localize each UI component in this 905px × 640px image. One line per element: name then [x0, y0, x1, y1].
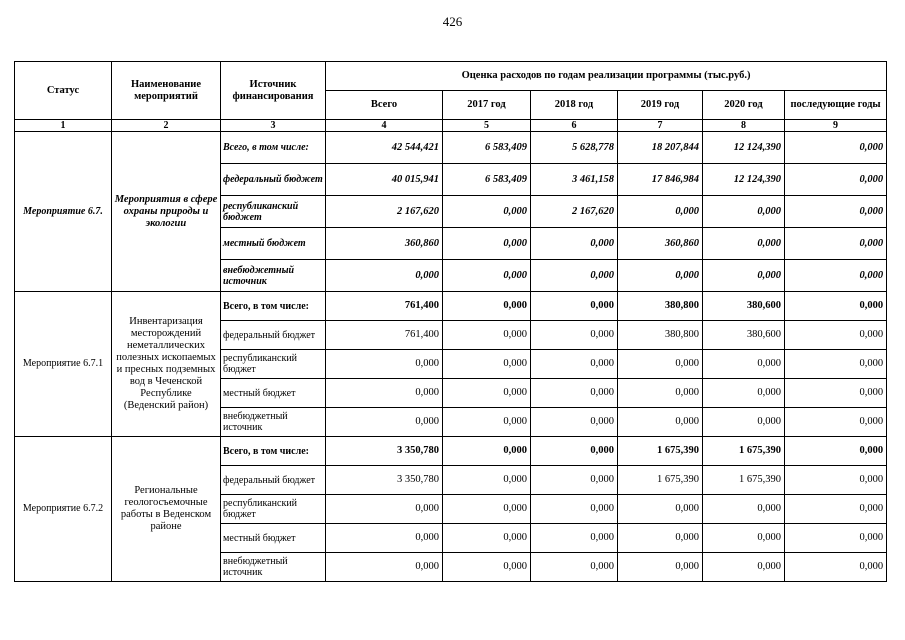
event-name-cell: Мероприятия в сфере охраны природы и экологии — [112, 132, 221, 292]
value-cell: 0,000 — [703, 379, 785, 408]
value-cell: 0,000 — [443, 466, 531, 495]
value-cell: 40 015,941 — [326, 164, 443, 196]
value-cell: 2 167,620 — [531, 196, 618, 228]
value-cell: 0,000 — [785, 379, 887, 408]
value-cell: 6 583,409 — [443, 164, 531, 196]
header-year: Всего — [326, 91, 443, 120]
value-cell: 0,000 — [326, 350, 443, 379]
value-cell: 0,000 — [785, 164, 887, 196]
value-cell: 0,000 — [531, 524, 618, 553]
column-index: 3 — [221, 120, 326, 132]
value-cell: 0,000 — [785, 495, 887, 524]
value-cell: 0,000 — [443, 379, 531, 408]
value-cell: 0,000 — [618, 495, 703, 524]
value-cell: 761,400 — [326, 321, 443, 350]
column-index: 5 — [443, 120, 531, 132]
value-cell: 0,000 — [618, 524, 703, 553]
value-cell: 0,000 — [785, 228, 887, 260]
value-cell: 0,000 — [443, 437, 531, 466]
value-cell: 0,000 — [703, 524, 785, 553]
column-index: 4 — [326, 120, 443, 132]
value-cell: 5 628,778 — [531, 132, 618, 164]
value-cell: 3 461,158 — [531, 164, 618, 196]
value-cell: 0,000 — [531, 466, 618, 495]
budget-table — [14, 61, 887, 582]
value-cell: 0,000 — [618, 350, 703, 379]
value-cell: 0,000 — [618, 408, 703, 437]
value-cell: 0,000 — [618, 379, 703, 408]
source-cell: Всего, в том числе: — [221, 292, 326, 321]
value-cell: 0,000 — [326, 379, 443, 408]
value-cell: 380,800 — [618, 292, 703, 321]
header-year: последующие годы — [785, 91, 887, 120]
value-cell: 0,000 — [618, 553, 703, 582]
value-cell: 0,000 — [531, 437, 618, 466]
column-index: 2 — [112, 120, 221, 132]
value-cell: 0,000 — [618, 196, 703, 228]
value-cell: 42 544,421 — [326, 132, 443, 164]
value-cell: 0,000 — [785, 132, 887, 164]
source-cell: внебюджетный источник — [221, 408, 326, 437]
header-year: 2017 год — [443, 91, 531, 120]
value-cell: 3 350,780 — [326, 437, 443, 466]
column-index: 8 — [703, 120, 785, 132]
value-cell: 17 846,984 — [618, 164, 703, 196]
value-cell: 0,000 — [531, 321, 618, 350]
source-cell: местный бюджет — [221, 228, 326, 260]
value-cell: 0,000 — [531, 408, 618, 437]
value-cell: 380,600 — [703, 321, 785, 350]
value-cell: 0,000 — [703, 350, 785, 379]
source-cell: Всего, в том числе: — [221, 132, 326, 164]
source-cell: внебюджетный источник — [221, 553, 326, 582]
value-cell: 0,000 — [703, 495, 785, 524]
header-year: 2019 год — [618, 91, 703, 120]
header-year: 2020 год — [703, 91, 785, 120]
value-cell: 1 675,390 — [618, 437, 703, 466]
value-cell: 0,000 — [785, 408, 887, 437]
value-cell: 0,000 — [785, 321, 887, 350]
value-cell: 0,000 — [443, 553, 531, 582]
source-cell: федеральный бюджет — [221, 466, 326, 495]
column-index: 7 — [618, 120, 703, 132]
value-cell: 0,000 — [531, 350, 618, 379]
value-cell: 0,000 — [531, 228, 618, 260]
value-cell: 1 675,390 — [703, 437, 785, 466]
value-cell: 0,000 — [531, 495, 618, 524]
value-cell: 0,000 — [785, 524, 887, 553]
value-cell: 0,000 — [785, 350, 887, 379]
value-cell: 380,600 — [703, 292, 785, 321]
value-cell: 1 675,390 — [618, 466, 703, 495]
source-cell: внебюджетный источник — [221, 260, 326, 292]
status-cell: Мероприятие 6.7.1 — [15, 292, 112, 437]
value-cell: 0,000 — [443, 260, 531, 292]
value-cell: 0,000 — [785, 466, 887, 495]
value-cell: 360,860 — [326, 228, 443, 260]
column-index: 9 — [785, 120, 887, 132]
source-cell: местный бюджет — [221, 379, 326, 408]
column-index: 6 — [531, 120, 618, 132]
page-number: 426 — [442, 14, 463, 29]
header-name: Наименование мероприятий — [112, 62, 221, 120]
value-cell: 0,000 — [531, 379, 618, 408]
value-cell: 761,400 — [326, 292, 443, 321]
value-cell: 380,800 — [618, 321, 703, 350]
value-cell: 0,000 — [618, 260, 703, 292]
source-cell: федеральный бюджет — [221, 321, 326, 350]
value-cell: 0,000 — [531, 553, 618, 582]
value-cell: 18 207,844 — [618, 132, 703, 164]
value-cell: 0,000 — [443, 495, 531, 524]
source-cell: республиканский бюджет — [221, 495, 326, 524]
status-cell: Мероприятие 6.7.2 — [15, 437, 112, 582]
value-cell: 0,000 — [785, 196, 887, 228]
table-body — [15, 132, 887, 582]
source-cell: республиканский бюджет — [221, 350, 326, 379]
value-cell: 360,860 — [618, 228, 703, 260]
header-estimate: Оценка расходов по годам реализации программы (тыс.руб.) — [326, 62, 887, 91]
value-cell: 0,000 — [443, 408, 531, 437]
value-cell: 3 350,780 — [326, 466, 443, 495]
value-cell: 0,000 — [443, 321, 531, 350]
value-cell: 0,000 — [703, 553, 785, 582]
header-status: Статус — [15, 62, 112, 120]
table-row — [15, 437, 887, 466]
value-cell: 0,000 — [443, 350, 531, 379]
value-cell: 0,000 — [531, 292, 618, 321]
value-cell: 6 583,409 — [443, 132, 531, 164]
value-cell: 1 675,390 — [703, 466, 785, 495]
table-row — [15, 292, 887, 321]
event-name-cell: Инвентаризация месторождений неметаллических полезных ископаемых и пресных подземных вод в Чеченской Республике (Веденский район) — [112, 292, 221, 437]
value-cell: 0,000 — [326, 495, 443, 524]
value-cell: 0,000 — [703, 408, 785, 437]
value-cell: 0,000 — [326, 524, 443, 553]
value-cell: 0,000 — [531, 260, 618, 292]
source-cell: республиканский бюджет — [221, 196, 326, 228]
value-cell: 0,000 — [326, 553, 443, 582]
value-cell: 0,000 — [785, 553, 887, 582]
value-cell: 12 124,390 — [703, 132, 785, 164]
source-cell: федеральный бюджет — [221, 164, 326, 196]
header-year: 2018 год — [531, 91, 618, 120]
event-name-cell: Региональные геологосъемочные работы в Веденском районе — [112, 437, 221, 582]
status-cell: Мероприятие 6.7. — [15, 132, 112, 292]
value-cell: 12 124,390 — [703, 164, 785, 196]
value-cell: 2 167,620 — [326, 196, 443, 228]
value-cell: 0,000 — [785, 437, 887, 466]
value-cell: 0,000 — [703, 260, 785, 292]
value-cell: 0,000 — [443, 524, 531, 553]
value-cell: 0,000 — [443, 196, 531, 228]
value-cell: 0,000 — [785, 292, 887, 321]
table-row — [15, 132, 887, 164]
source-cell: местный бюджет — [221, 524, 326, 553]
value-cell: 0,000 — [703, 196, 785, 228]
value-cell: 0,000 — [326, 260, 443, 292]
value-cell: 0,000 — [785, 260, 887, 292]
value-cell: 0,000 — [703, 228, 785, 260]
value-cell: 0,000 — [326, 408, 443, 437]
header-source: Источник финансирования — [221, 62, 326, 120]
value-cell: 0,000 — [443, 228, 531, 260]
column-index: 1 — [15, 120, 112, 132]
value-cell: 0,000 — [443, 292, 531, 321]
source-cell: Всего, в том числе: — [221, 437, 326, 466]
